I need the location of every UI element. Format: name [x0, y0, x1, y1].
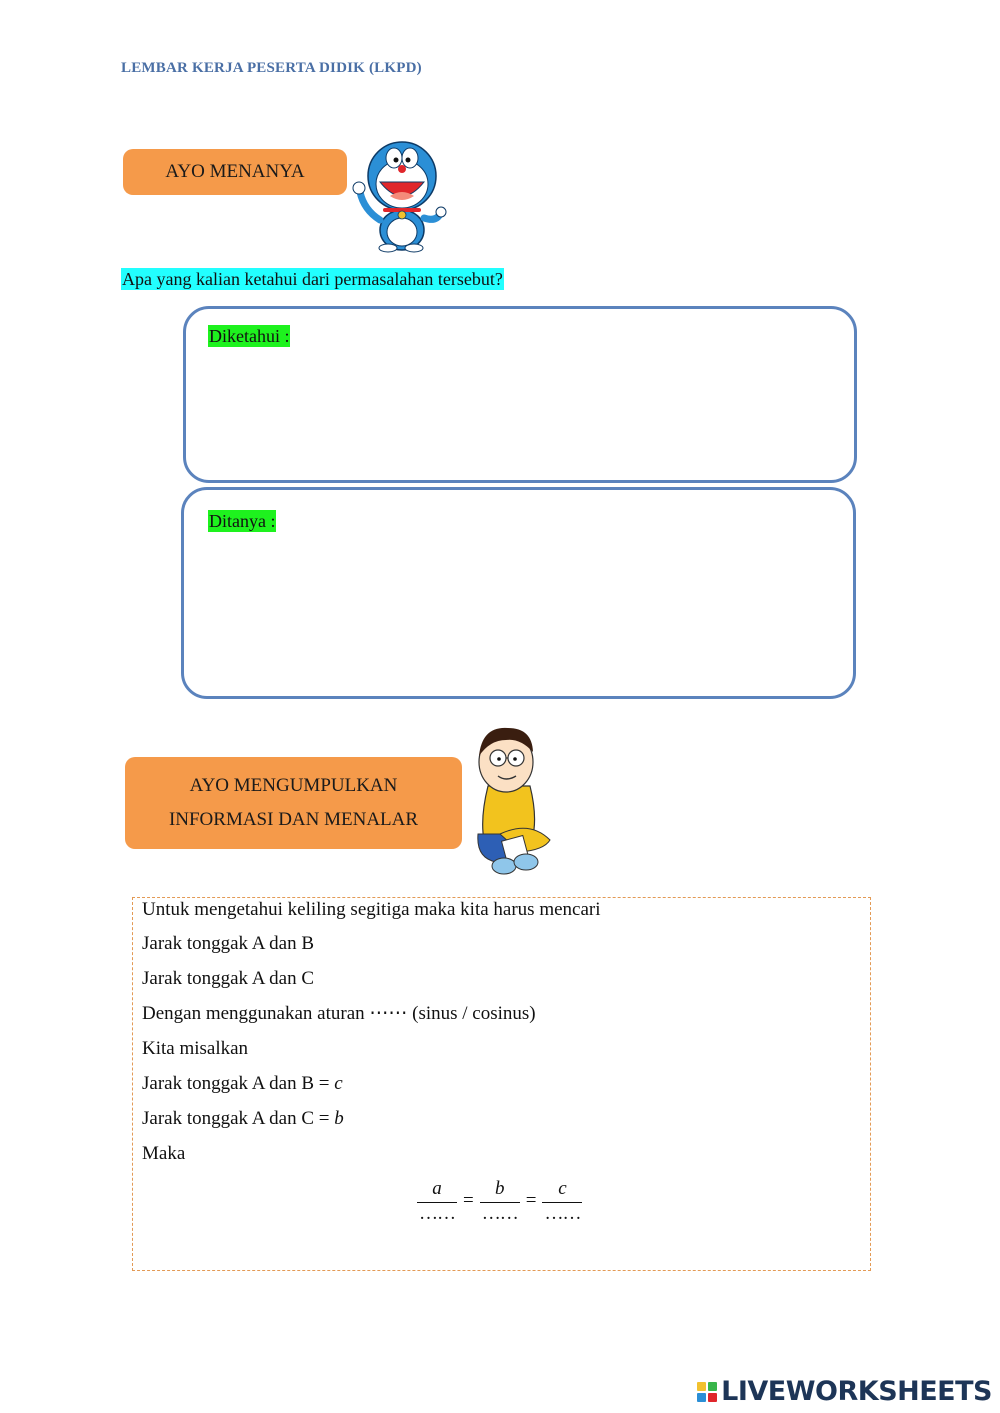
sine-rule-formula — [417, 1178, 582, 1224]
denominator-blank-a[interactable]: …… — [419, 1203, 455, 1224]
variable-c: c — [334, 1073, 343, 1094]
liveworksheets-logo-icon — [697, 1382, 717, 1402]
nobita-illustration — [470, 722, 560, 880]
ayo-menanya-title: AYO MENANYA — [165, 161, 305, 182]
asked-label: Ditanya : — [209, 511, 276, 531]
equals-sign-2: = — [525, 1190, 537, 1211]
info-line-2: Jarak tonggak A dan B — [142, 933, 315, 954]
equals-sign-1: = — [463, 1190, 474, 1211]
fraction-a — [417, 1178, 457, 1224]
liveworksheets-brand: LIVEWORKSHEETS — [721, 1376, 992, 1407]
info-line-3: Jarak tonggak A dan C — [142, 968, 315, 989]
denominator-blank-c[interactable]: …… — [544, 1203, 581, 1224]
variable-b: b — [334, 1108, 344, 1129]
liveworksheets-logo — [697, 1376, 992, 1407]
numerator-c: c — [558, 1178, 567, 1199]
page-header: LEMBAR KERJA PESERTA DIDIK (LKPD) — [121, 60, 422, 76]
ayo-mengumpulkan-banner — [125, 757, 462, 849]
info-line-7 — [142, 1107, 344, 1131]
info-line-7-text: Jarak tonggak A dan C = — [142, 1108, 335, 1129]
collect-title-line2: INFORMASI DAN MENALAR — [168, 809, 419, 830]
info-line-8: Maka — [142, 1143, 186, 1164]
denominator-blank-b[interactable]: …… — [481, 1203, 518, 1224]
info-line-6 — [142, 1072, 343, 1096]
info-line-6-text: Jarak tonggak A dan B = — [142, 1073, 335, 1094]
known-label: Diketahui : — [209, 326, 290, 346]
fraction-b — [480, 1178, 520, 1224]
numerator-a: a — [432, 1178, 442, 1199]
collect-title-line1: AYO MENGUMPULKAN — [189, 775, 398, 796]
numerator-b: b — [494, 1178, 505, 1199]
question-text: Apa yang kalian ketahui dari permasalahan tersebut? — [122, 269, 503, 289]
asked-answer-box[interactable] — [181, 487, 856, 699]
info-line-1: Untuk mengetahui keliling segitiga maka kita harus mencari — [142, 899, 601, 920]
known-answer-box[interactable] — [183, 306, 857, 483]
info-line-4: Dengan menggunakan aturan ⋯⋯ (sinus / cosinus) — [142, 1003, 536, 1024]
doraemon-illustration — [350, 136, 450, 254]
info-line-5: Kita misalkan — [142, 1038, 249, 1059]
ayo-menanya-banner — [123, 149, 347, 195]
fraction-c — [542, 1178, 582, 1224]
